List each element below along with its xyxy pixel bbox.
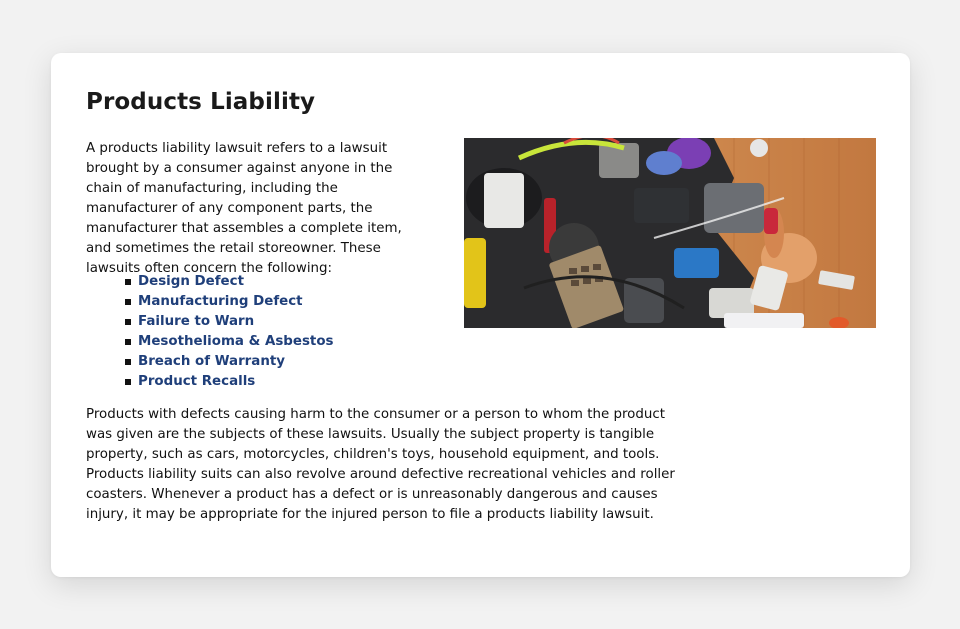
bullet-icon (125, 339, 131, 345)
list-item (121, 372, 334, 392)
topic-list (121, 272, 334, 392)
content-card (51, 53, 910, 577)
failure-to-warn-link[interactable]: Failure to Warn (138, 314, 255, 329)
page-title: Products Liability (86, 89, 316, 115)
list-item (121, 312, 334, 332)
product-recalls-link[interactable]: Product Recalls (138, 374, 256, 389)
products-pile-image (464, 138, 876, 328)
list-item (121, 352, 334, 372)
bullet-icon (125, 299, 131, 305)
list-item (121, 272, 334, 292)
list-item (121, 332, 334, 352)
list-item (121, 292, 334, 312)
intro-text: A products liability lawsuit refers to a lawsuit brought by a consumer against anyone in the chain of manufacturing, including the manufacturer of any component parts, the manufacturer that assembles a complete item, and sometimes the retail storeowner. These lawsuits often concern the following: (86, 141, 402, 276)
mesothelioma-asbestos-link[interactable]: Mesothelioma & Asbestos (138, 334, 334, 349)
bullet-icon (125, 279, 131, 285)
bullet-icon (125, 379, 131, 385)
breach-of-warranty-link[interactable]: Breach of Warranty (138, 354, 285, 369)
body-paragraph: Products with defects causing harm to the consumer or a person to whom the product was given are the subjects of these lawsuits. Usually the subject property is tangible property, such as cars, motorcycles, children's toys, household equipment, and tools. Products liability suits can also revolve around defective recreational vehicles and roller coasters. Whenever a product has a defect or is unreasonably dangerous and causes injury, it may be appropriate for the injured person to file a products liability lawsuit. (86, 407, 675, 522)
design-defect-link[interactable]: Design Defect (138, 274, 244, 289)
bullet-icon (125, 319, 131, 325)
bullet-icon (125, 359, 131, 365)
manufacturing-defect-link[interactable]: Manufacturing Defect (138, 294, 303, 309)
